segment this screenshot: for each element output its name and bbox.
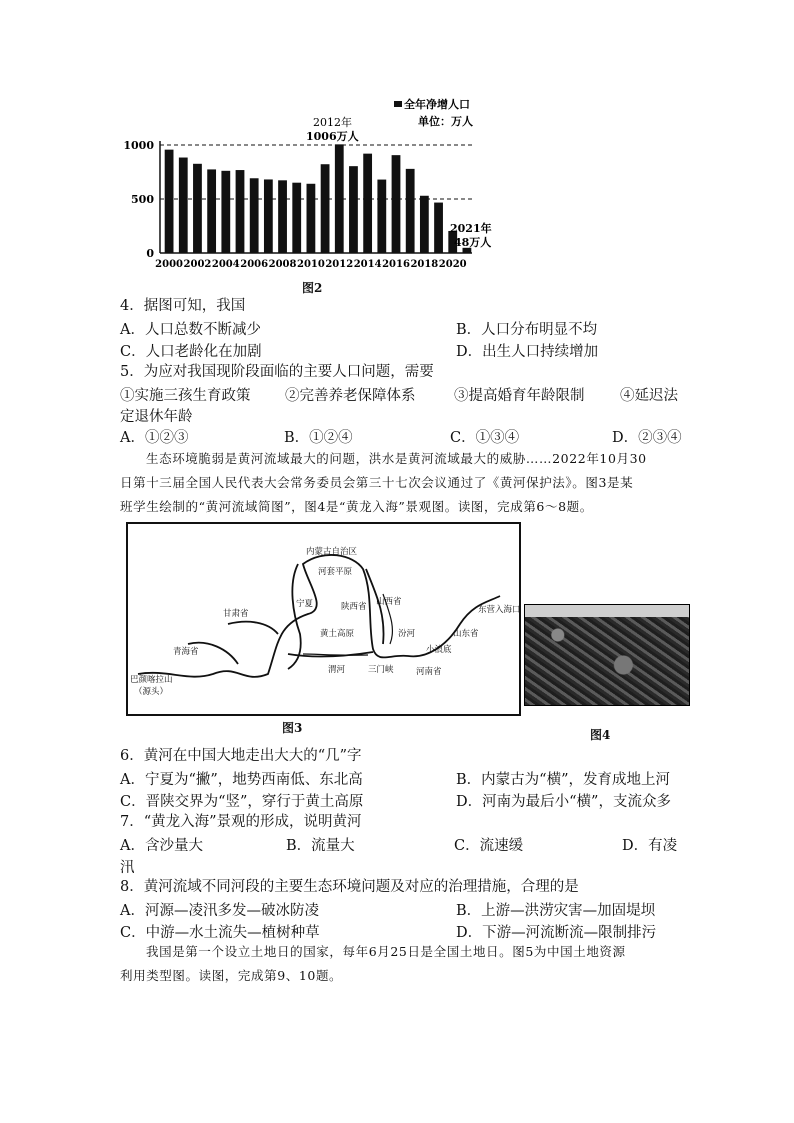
q5-statement-1: ①实施三孩生育政策	[120, 388, 251, 404]
q5-statement-4-cont: 定退休年龄	[120, 409, 193, 425]
bar-2010	[307, 184, 316, 253]
y-tick-label: 0	[146, 247, 154, 260]
y-tick-label: 500	[131, 193, 154, 206]
passage-line-1: 生态环境脆弱是黄河流域最大的问题，洪水是黄河流域最大的威胁……2022年10月30	[146, 451, 647, 466]
passage-line-3: 班学生绘制的“黄河流域简图”，图4是“黄龙入海”景观图。读图，完成第6～8题。	[120, 499, 593, 514]
passage2-line-1: 我国是第一个设立土地日的国家，每年6月25日是全国土地日。图5为中国土地资源	[146, 944, 626, 959]
photo-sky	[525, 605, 689, 617]
x-tick-label: 2000	[155, 259, 184, 270]
yellow-river-map	[126, 522, 521, 716]
q6-stem: 6．黄河在中国大地走出大大的“几”字	[120, 748, 362, 764]
map-label-shaanxi: 陕西省	[341, 602, 367, 612]
unit-label: 单位：万人	[418, 115, 473, 128]
q5-option-b: B．①②④	[284, 430, 353, 446]
bar-2018	[420, 196, 429, 253]
q5-option-a: A．①②③	[120, 430, 189, 446]
legend-label: 全年净增人口	[404, 98, 470, 111]
x-tick-label: 2018	[410, 259, 439, 270]
passage-line-2: 日第十三届全国人民代表大会常务委员会第三十七次会议通过了《黄河保护法》。图3是某	[120, 475, 634, 490]
bar-2009	[292, 183, 301, 253]
passage2-line-2: 利用类型图。读图，完成第9、10题。	[120, 968, 343, 983]
q4-option-c: C．人口老龄化在加剧	[120, 344, 262, 360]
x-tick-label: 2002	[183, 259, 212, 270]
annotation-2012-value: 1006万人	[306, 130, 359, 143]
q5-option-d: D．②③④	[612, 430, 682, 446]
bar-2005	[236, 170, 245, 253]
bar-2002	[193, 164, 202, 253]
annotation-2012-year: 2012年	[313, 116, 352, 129]
q5-statement-3: ③提高婚育年龄限制	[454, 388, 585, 404]
map-label-shanxi: 山西省	[376, 597, 402, 607]
x-tick-label: 2014	[353, 259, 382, 270]
legend-swatch	[394, 101, 402, 107]
q4-option-a: A．人口总数不断减少	[120, 322, 261, 338]
map-label-source: （源头）	[134, 687, 169, 697]
q7-option-b: B．流量大	[286, 838, 355, 854]
annotation-2021-year: 2021年	[450, 222, 492, 235]
q7-option-d-cont: 汛	[120, 860, 135, 876]
province-boundary-1	[288, 564, 301, 669]
q7-option-c: C．流速缓	[454, 838, 524, 854]
q8-option-c: C．中游—水土流失—植树种草	[120, 925, 320, 941]
x-tick-label: 2006	[240, 259, 269, 270]
x-tick-label: 2012	[325, 259, 354, 270]
q7-option-d: D．有凌	[622, 838, 678, 854]
q5-statement-4: ④延迟法	[620, 388, 678, 404]
figure-4-caption: 图4	[590, 728, 611, 742]
q7-stem: 7．“黄龙入海”景观的形成，说明黄河	[120, 814, 362, 830]
bar-2015	[377, 180, 386, 253]
q8-option-b: B．上游—洪涝灾害—加固堤坝	[456, 903, 656, 919]
bar-2004	[221, 171, 230, 253]
bar-2016	[392, 155, 401, 253]
q4-stem: 4．据图可知，我国	[120, 298, 246, 314]
y-tick-label: 1000	[123, 139, 154, 152]
bar-2008	[278, 180, 287, 253]
map-label-loess: 黄土高原	[320, 629, 355, 639]
bar-2017	[406, 169, 415, 253]
q5-statement-2: ②完善养老保障体系	[285, 388, 416, 404]
q5-option-c: C．①③④	[450, 430, 520, 446]
map-label-hetao: 河套平原	[318, 567, 353, 577]
map-drawing	[128, 524, 519, 714]
map-label-ningxia: 宁夏	[296, 599, 314, 609]
q8-option-d: D．下游—河流断流—限制排污	[456, 925, 657, 941]
q8-stem: 8．黄河流域不同河段的主要生态环境问题及对应的治理措施，合理的是	[120, 879, 579, 895]
q6-option-b: B．内蒙古为“横”，发育成地上河	[456, 772, 670, 788]
bar-2003	[207, 169, 216, 253]
q7-option-a: A．含沙量大	[120, 838, 203, 854]
x-tick-label: 2016	[382, 259, 410, 270]
x-tick-label: 2010	[296, 259, 325, 270]
annotation-2012	[306, 115, 359, 143]
yellow-dragon-sea-photo	[524, 604, 690, 706]
annotation-2021-value: 48万人	[454, 236, 492, 249]
bar-2007	[264, 179, 273, 253]
x-tick-label: 2004	[211, 259, 240, 270]
map-label-wei-river: 渭河	[328, 665, 346, 675]
q6-option-c: C．晋陕交界为“竖”，穿行于黄土高原	[120, 794, 364, 810]
bar-2012	[335, 144, 344, 253]
q5-stem: 5．为应对我国现阶段面临的主要人口问题，需要	[120, 364, 434, 380]
q4-option-d: D．出生人口持续增加	[456, 344, 599, 360]
map-label-henan: 河南省	[416, 667, 442, 677]
x-tick-label: 2020	[438, 259, 467, 270]
map-label-bayan-har: 巴颜喀拉山	[130, 675, 173, 685]
bar-2019	[434, 203, 443, 253]
q4-option-b: B．人口分布明显不均	[456, 322, 598, 338]
map-label-sanmenxia: 三门峡	[368, 665, 394, 675]
bar-2006	[250, 178, 259, 253]
bar-2000	[165, 150, 174, 253]
q6-option-a: A．宁夏为“撇”，地势西南低、东北高	[120, 772, 363, 788]
map-label-fen-river: 汾河	[398, 629, 416, 639]
population-bar-chart	[120, 92, 500, 297]
map-label-xiaolangdi: 小浪底	[426, 645, 452, 655]
bar-2001	[179, 158, 188, 253]
map-label-shandong: 山东省	[453, 629, 479, 639]
q8-option-a: A．河源—凌汛多发—破冰防凌	[120, 903, 319, 919]
map-label-inner-mongolia: 内蒙古自治区	[306, 547, 358, 557]
q6-option-d: D．河南为最后小“横”，支流众多	[456, 794, 671, 810]
bar-2014	[363, 154, 372, 253]
map-label-estuary: 东营入海口	[478, 605, 519, 615]
province-boundary-3	[228, 622, 278, 634]
bar-2011	[321, 164, 330, 253]
x-tick-label: 2008	[268, 259, 297, 270]
bar-2013	[349, 166, 358, 253]
passage-land-day	[120, 940, 680, 988]
map-label-qinghai: 青海省	[173, 647, 199, 657]
passage-yellow-river	[120, 447, 680, 519]
map-label-gansu: 甘肃省	[223, 609, 249, 619]
figure-3-caption: 图3	[282, 721, 303, 735]
figure-2-caption: 图2	[302, 281, 323, 295]
chart-legend	[394, 97, 473, 128]
